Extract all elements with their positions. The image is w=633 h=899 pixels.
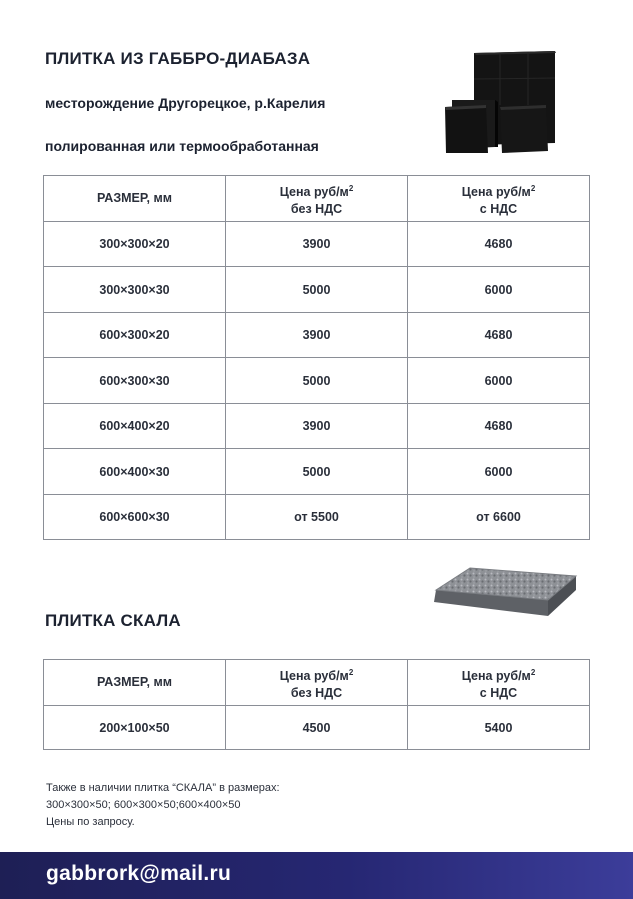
gabbro-tiles-image [440,45,560,157]
header-price-no-vat-label: Цена руб/м [279,184,349,199]
section-title-skala: ПЛИТКА СКАЛА [45,611,181,630]
note-line-1: Также в наличии плитка “СКАЛА” в размерах: [46,782,280,794]
contact-email[interactable]: gabbrork@mail.ru [46,862,232,885]
table-row [44,267,590,313]
header-price-vat-note: с НДС [479,201,518,216]
skala-tile-image [430,560,580,622]
table-header-row [44,660,590,706]
cell-size: 600×400×30 [44,449,226,495]
gabbro-price-table [43,175,590,540]
availability-note [46,780,280,831]
cell-price-vat: 6000 [408,358,590,404]
header-price-no-vat-sup: 2 [348,183,354,193]
table-row [44,358,590,404]
section-title-gabbro: ПЛИТКА ИЗ ГАББРО-ДИАБАЗА [45,49,311,68]
footer-bar [0,852,633,899]
table-row [44,495,590,540]
table-row [44,706,590,750]
cell-size: 600×300×20 [44,313,226,358]
cell-price-no-vat: 5000 [226,267,408,313]
table-row [44,449,590,495]
cell-size: 200×100×50 [44,706,226,750]
header-size: РАЗМЕР, мм [44,176,226,222]
note-line-2: 300×300×50; 600×300×50;600×400×50 [46,799,241,811]
header-price-no-vat-note: без НДС [290,201,343,216]
header-price-no-vat [226,176,408,222]
header-price-no-vat [226,660,408,706]
header-price-no-vat-label: Цена руб/м [279,668,349,683]
cell-size: 600×400×20 [44,404,226,449]
cell-price-vat: от 6600 [408,495,590,540]
cell-size: 300×300×20 [44,222,226,267]
finish-subtitle: полированная или термообработанная [45,138,319,154]
cell-price-no-vat: 5000 [226,358,408,404]
cell-price-no-vat: от 5500 [226,495,408,540]
cell-price-no-vat: 4500 [226,706,408,750]
header-price-no-vat-sup: 2 [348,667,354,677]
header-price-no-vat-note: без НДС [290,685,343,700]
table-header-row [44,176,590,222]
table-row [44,222,590,267]
cell-price-vat: 4680 [408,222,590,267]
header-price-vat-note: с НДС [479,685,518,700]
header-price-vat-label: Цена руб/м [461,184,531,199]
cell-size: 600×600×30 [44,495,226,540]
cell-price-vat: 6000 [408,267,590,313]
cell-price-no-vat: 3900 [226,404,408,449]
cell-price-vat: 6000 [408,449,590,495]
cell-price-vat: 4680 [408,404,590,449]
table-row [44,313,590,358]
cell-price-no-vat: 5000 [226,449,408,495]
cell-size: 600×300×30 [44,358,226,404]
deposit-subtitle: месторождение Другорецкое, р.Карелия [45,95,326,111]
cell-price-vat: 5400 [408,706,590,750]
cell-price-vat: 4680 [408,313,590,358]
cell-price-no-vat: 3900 [226,313,408,358]
header-size: РАЗМЕР, мм [44,660,226,706]
header-price-vat-label: Цена руб/м [461,668,531,683]
cell-price-no-vat: 3900 [226,222,408,267]
skala-price-table [43,659,590,750]
table-row [44,404,590,449]
header-price-vat [408,176,590,222]
header-price-vat-sup: 2 [530,667,536,677]
note-line-3: Цены по запросу. [46,816,135,828]
cell-size: 300×300×30 [44,267,226,313]
header-price-vat-sup: 2 [530,183,536,193]
header-price-vat [408,660,590,706]
